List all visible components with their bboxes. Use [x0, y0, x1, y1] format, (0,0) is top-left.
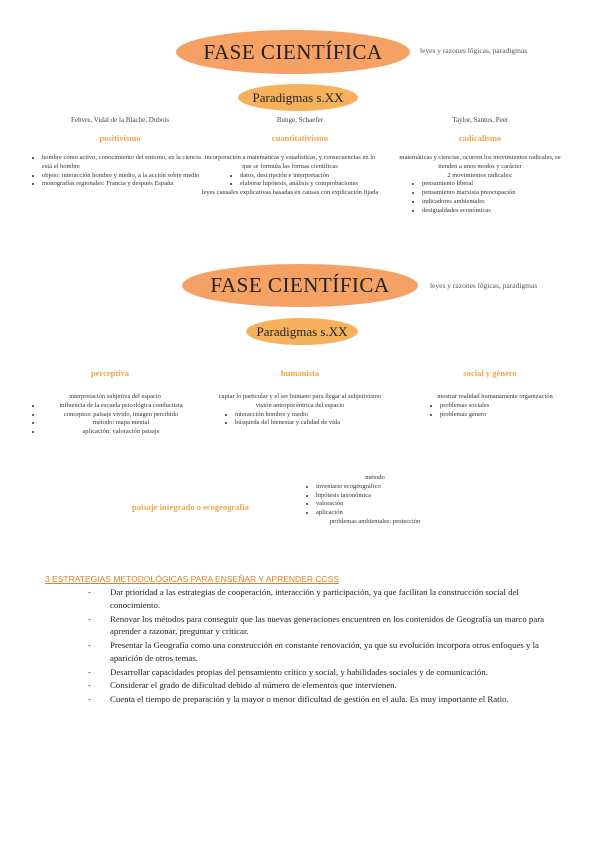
column-lead-2: visión antropocéntrica del espacio — [255, 401, 345, 409]
list-item: • hipótesis taxonómica — [316, 492, 450, 501]
list-item: • influencia de la escuela psicológica conductista — [42, 402, 200, 411]
column-title-social-genero: social y género — [463, 368, 517, 378]
column-title-positivismo: positivismo — [99, 133, 141, 143]
list-item: • desigualdades económicas — [422, 207, 568, 216]
side-note-1: leyes y razones lógicas, paradigmas — [420, 46, 528, 55]
phase-title-1: FASE CIENTÍFICA — [203, 39, 383, 64]
landscape-title: paisaje integrado o ecogeografía — [132, 502, 249, 512]
column-lead: captar lo particular y el ser humano para llegar al subjetivismo — [218, 393, 382, 400]
list-item: • monografías regionales: Francia y después España — [42, 180, 202, 189]
authors-positivismo: Febvre, Vidal de la Blache, Dubois — [70, 116, 169, 124]
column-lead: interpretación subjetiva del espacio — [69, 393, 161, 400]
list-item: • indicadores ambientales — [422, 198, 568, 207]
list-item: • conceptos: paisaje vivido, imagen percibido — [42, 411, 200, 420]
list-item: • problemas sociales — [440, 402, 570, 411]
phase-title-oval-1 — [176, 30, 410, 74]
list-item: • búsqueda del bienestar y calidad de vida — [235, 419, 395, 428]
list-item: • datos, descripción e interpretación — [240, 172, 380, 181]
column-body-radicalismo — [392, 154, 568, 215]
column-title-humanista: humanista — [280, 368, 320, 378]
list-item: • aplicación: valoración paisaje — [42, 428, 200, 437]
list-item: • interacción hombre y medio — [235, 411, 395, 420]
list-item: • método: mapa mental — [42, 419, 200, 428]
paradigm-oval-1 — [238, 84, 358, 111]
column-body-humanista — [205, 393, 395, 428]
paradigm-label-1: Paradigmas s.XX — [252, 89, 344, 105]
column-title-radicalismo: radicalismo — [458, 133, 502, 143]
paradigm-label-2: Paradigmas s.XX — [256, 323, 348, 339]
column-body-social-genero — [420, 393, 570, 419]
column-body-cuantitativismo — [200, 154, 380, 198]
list-item: • inventario ecogeográfico — [316, 483, 450, 492]
column-title-perceptiva: perceptiva — [90, 368, 130, 378]
list-item: - Desarrollar capacidades propias del pensamiento crítico y social, y habilidades sociales y de comunicación. — [88, 666, 558, 679]
phase-title-oval-2 — [182, 264, 418, 307]
list-item: • hombre como activo, conocimiento del entorno, en la ciencia está el hombre — [42, 154, 202, 172]
phase-title-2: FASE CIENTÍFICA — [210, 273, 390, 297]
list-item: • problemas género — [440, 411, 570, 420]
column-lead: matemáticas y ciencias, ocurren los movimientos radicales, se tienden a unos modos y carácter — [399, 154, 561, 170]
strategies-list — [88, 586, 558, 707]
list-item: • aplicación — [316, 509, 450, 518]
list-item: - Presentar la Geografía como una construcción en constante renovación, ya que su evolución incorpora otros enfoques y la aparición de otros temas. — [88, 639, 558, 665]
list-item: - Dar prioridad a las estrategias de cooperación, interacción y participación, ya que facilitan la construcción social del conocimiento. — [88, 586, 558, 612]
list-item: • pensamiento liberal — [422, 180, 568, 189]
landscape-body — [300, 474, 450, 527]
list-item: • pensamiento marxista preocupación — [422, 189, 568, 198]
paradigm-oval-2 — [246, 318, 358, 345]
list-item: - Renovar los métodos para conseguir que las nuevas generaciones encuentren en los contenidos de Geografía un marco para aprender a razonar, preguntar y criticar. — [88, 613, 558, 639]
side-note-2: leyes y razones lógicas, paradigmas — [430, 281, 538, 290]
landscape-lead: método — [365, 474, 385, 481]
strategies-title: 3 ESTRATEGIAS METODOLÓGICAS PARA ENSEÑAR Y APRENDER CCSS — [45, 574, 339, 584]
column-title-cuantitativismo: cuantitativismo — [271, 133, 329, 143]
landscape-tail: problemas ambientales: protección — [329, 517, 421, 525]
column-body-perceptiva — [30, 393, 200, 437]
column-body-positivismo — [32, 154, 202, 189]
column-tail: leyes causales explicativas basadas en causas con explicación fijada — [201, 189, 379, 197]
list-item: • objeto: interacción hombre y medio, a la acción sobre medio — [42, 172, 202, 181]
column-lead-2: 2 movimientos radicales: — [447, 171, 513, 179]
authors-cuantitativismo: Bunge, Schaefer — [276, 116, 324, 124]
authors-radicalismo: Taylor, Santos, Peet — [452, 116, 508, 124]
column-lead: mostrar realidad humanamente organización — [437, 393, 553, 400]
list-item: • elaborar hipótesis, análisis y comprobaciones — [240, 180, 380, 189]
list-item: - Cuenta el tiempo de preparación y la mayor o menor dificultad de gestión en el aula. Es muy importante el Ratio. — [88, 693, 558, 706]
column-lead: incorporación a matemáticas y estadísticas, y consecuencias en lo que se formula las formas científicas — [204, 154, 376, 170]
list-item: - Considerar el grado de dificultad debido al número de elementos que intervienen. — [88, 679, 558, 692]
list-item: • valoración — [316, 500, 450, 509]
